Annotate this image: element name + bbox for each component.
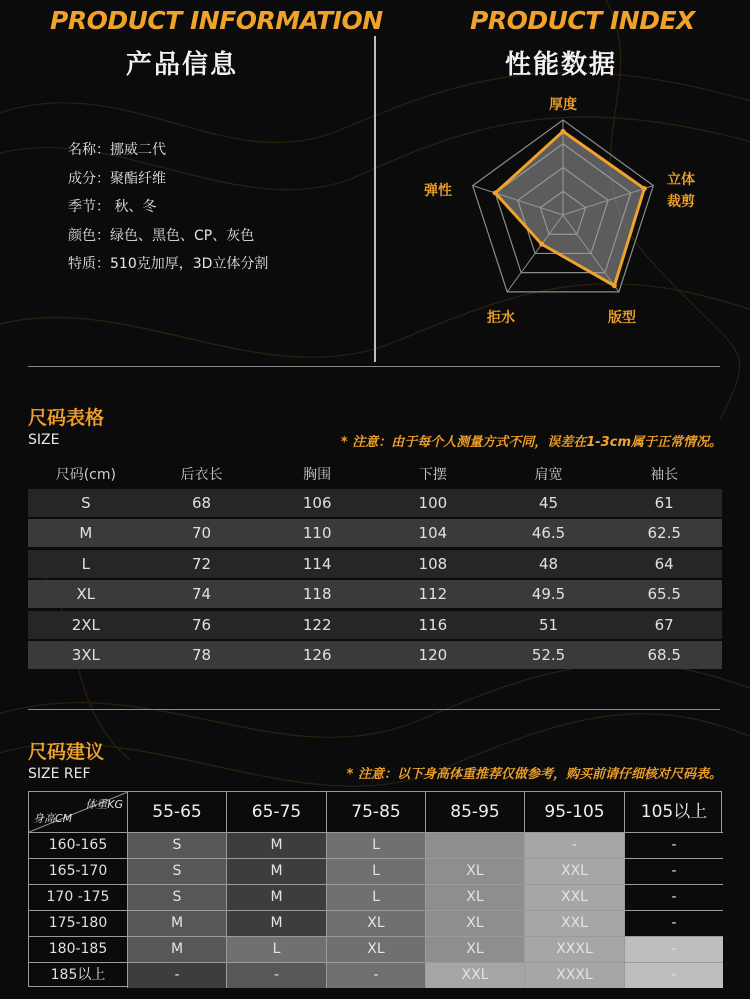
size-ref-cell: - (625, 937, 723, 962)
size-ref-subtitle: SIZE REF (28, 766, 91, 782)
size-table-cell: 116 (418, 615, 448, 634)
size-table-cell: 45 (538, 494, 559, 512)
size-ref-corner (29, 792, 128, 832)
size-ref-row (29, 858, 723, 884)
size-ref-cell: M (227, 859, 327, 884)
size-ref-row (29, 962, 723, 988)
size-ref-cell: M (128, 937, 227, 962)
size-table-cell: 118 (302, 585, 332, 604)
size-ref-cell: - (625, 833, 723, 858)
size-table-cell: 68 (191, 494, 212, 512)
info-material: 成分：聚酯纤维 (68, 170, 166, 187)
weight-col-header: 95-105 (525, 792, 625, 832)
size-ref-cell: L (327, 885, 426, 910)
size-col-header: 肩宽 (534, 467, 563, 483)
product-index-title-cn: 性能数据 (505, 50, 618, 80)
height-row-label: 160-165 (29, 833, 128, 858)
size-ref-title: 尺码建议 (28, 741, 105, 763)
radar-data-point (539, 242, 544, 247)
size-table-cell: L (81, 554, 91, 573)
size-table-cell: 61 (654, 494, 674, 512)
size-table-cell: 106 (302, 494, 332, 512)
size-table-cell: 112 (418, 585, 448, 604)
size-table-cell: M (79, 524, 93, 543)
size-ref-cell: XL (426, 937, 525, 962)
product-info-title-en: PRODUCT INFORMATION (50, 6, 383, 35)
size-table-title: 尺码表格 (28, 407, 105, 429)
corner-weight-label: 体重KG (85, 798, 123, 811)
size-table-cell: 108 (418, 554, 448, 573)
size-ref-row (29, 832, 723, 858)
size-ref-cell: XXXL (525, 963, 625, 988)
size-col-header: 下摆 (418, 467, 447, 483)
size-ref-cell: M (227, 833, 327, 858)
size-table-cell: 72 (191, 554, 212, 573)
size-ref-cell: XL (426, 859, 525, 884)
size-table-cell: 65.5 (647, 585, 681, 604)
height-row-label: 165-170 (29, 859, 128, 884)
size-table-cell: 110 (302, 524, 332, 543)
size-table (28, 459, 722, 671)
size-table-row (28, 489, 722, 517)
size-ref-cell: - (525, 833, 625, 858)
size-ref-header (29, 792, 723, 832)
radar-axis-label: 拒水 (487, 310, 515, 326)
size-table-body (28, 489, 722, 669)
size-table-cell: 2XL (71, 615, 100, 634)
radar-axis-label: 裁剪 (667, 194, 695, 210)
size-table-cell: 100 (418, 494, 448, 512)
corner-height-label: 身高CM (33, 812, 73, 825)
size-table-row (28, 611, 722, 639)
size-table-cell: 78 (191, 645, 212, 664)
size-ref-cell: - (625, 859, 723, 884)
info-colors: 颜色：绿色、黑色、CP、灰色 (68, 227, 255, 244)
product-info-list (68, 140, 268, 283)
radar-data-point (642, 186, 647, 191)
size-ref-cell: XL (327, 911, 426, 936)
size-ref-cell: L (327, 859, 426, 884)
radar-axis-label: 立体 (667, 172, 695, 188)
size-col-header: 胸围 (303, 467, 332, 483)
size-table-cell: 76 (191, 615, 212, 634)
height-row-label: 185以上 (29, 963, 128, 988)
size-ref-cell: M (227, 911, 327, 936)
size-ref-cell: XXXL (525, 937, 625, 962)
section-divider-2 (28, 709, 720, 710)
size-col-header: 尺码(cm) (55, 467, 116, 483)
height-row-label: 175-180 (29, 911, 128, 936)
size-table-cell: 120 (418, 645, 448, 664)
size-ref-row (29, 884, 723, 910)
size-table-cell: 48 (538, 554, 559, 573)
product-info-title-cn: 产品信息 (126, 50, 239, 80)
size-col-header: 后衣长 (180, 467, 223, 483)
product-index-title-en: PRODUCT INDEX (470, 6, 695, 35)
size-table-note: * 注意：由于每个人测量方式不同，误差在1-3cm属于正常情况。 (340, 435, 722, 450)
height-row-label: 180-185 (29, 937, 128, 962)
performance-radar-chart (400, 85, 730, 330)
weight-col-header: 65-75 (227, 792, 327, 832)
size-table-cell: 122 (302, 615, 332, 634)
size-ref-cell: - (625, 911, 723, 936)
size-table-row (28, 550, 722, 578)
size-table-cell: 46.5 (531, 524, 566, 543)
size-ref-row (29, 936, 723, 962)
info-name: 名称：挪威二代 (68, 142, 166, 158)
weight-col-header: 105以上 (640, 802, 708, 822)
size-table-cell: 52.5 (531, 645, 566, 664)
size-ref-cell: M (227, 885, 327, 910)
size-ref-cell: XL (426, 911, 525, 936)
size-table-cell: 126 (302, 645, 332, 664)
size-ref-cell: XL (327, 937, 426, 962)
size-table-cell: 67 (654, 615, 674, 634)
size-table-subtitle: SIZE (28, 432, 60, 448)
size-table-cell: 51 (538, 615, 559, 634)
size-ref-cell: XL (426, 885, 525, 910)
size-table-cell: 62.5 (647, 524, 681, 543)
weight-col-header: 55-65 (128, 792, 227, 832)
size-ref-cell: XXL (525, 885, 625, 910)
size-table-header (28, 459, 722, 489)
size-table-cell: 104 (418, 524, 448, 543)
height-row-label: 170 -175 (29, 885, 128, 910)
size-col-header: 袖长 (650, 467, 679, 483)
size-ref-cell: M (128, 911, 227, 936)
size-ref-cell: S (128, 859, 227, 884)
size-ref-cell: - (227, 963, 327, 988)
size-ref-cell: - (625, 963, 723, 988)
radar-data-point (561, 129, 566, 134)
radar-data-point (493, 190, 498, 195)
size-ref-table (28, 791, 722, 987)
size-ref-cell: L (227, 937, 327, 962)
info-features: 特质：510克加厚，3D立体分割 (68, 256, 269, 272)
size-table-cell: 49.5 (531, 585, 566, 604)
size-table-row (28, 519, 722, 547)
weight-col-header: 75-85 (327, 792, 426, 832)
size-table-cell: 3XL (71, 645, 100, 664)
size-ref-cell: S (128, 885, 227, 910)
size-table-row (28, 580, 722, 608)
vertical-divider (374, 36, 376, 362)
size-ref-cell: XXL (525, 859, 625, 884)
size-ref-cell: - (327, 963, 426, 988)
size-ref-cell: S (128, 833, 227, 858)
info-season: 季节： 秋、冬 (68, 199, 157, 215)
section-divider-1 (28, 366, 720, 367)
size-ref-cell: XXL (525, 911, 625, 936)
size-table-cell: XL (76, 585, 96, 604)
size-ref-row (29, 910, 723, 936)
radar-data-point (612, 283, 617, 288)
size-ref-cell: L (327, 833, 426, 858)
size-table-cell: 70 (191, 524, 212, 543)
size-table-cell: 74 (191, 585, 212, 604)
size-ref-cell (426, 833, 525, 858)
size-ref-cell: - (625, 885, 723, 910)
size-table-row (28, 641, 722, 669)
weight-col-header: 85-95 (426, 792, 525, 832)
radar-axis-label: 版型 (608, 310, 636, 326)
radar-axis-label: 厚度 (549, 97, 577, 113)
size-ref-cell: - (128, 963, 227, 988)
size-table-cell: 64 (654, 554, 674, 573)
size-table-cell: 114 (302, 554, 332, 573)
size-table-cell: S (81, 494, 91, 512)
size-ref-note: * 注意：以下身高体重推荐仅做参考，购买前请仔细核对尺码表。 (346, 767, 722, 782)
size-table-cell: 68.5 (647, 645, 681, 664)
size-ref-cell: XXL (426, 963, 525, 988)
radar-axis-label: 弹性 (424, 183, 452, 199)
